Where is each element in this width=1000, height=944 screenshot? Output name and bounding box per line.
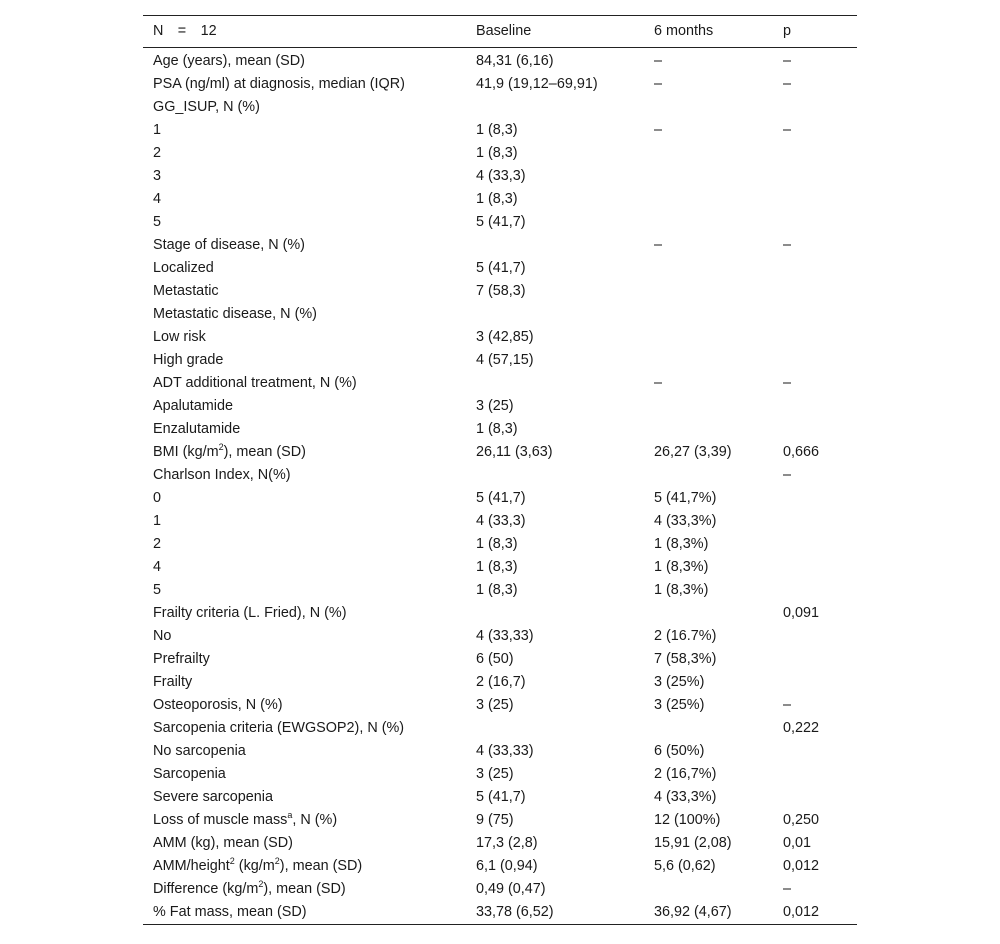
six-months-value xyxy=(654,395,783,418)
six-months-value: 5,6 (0,62) xyxy=(654,858,716,874)
six-months-value xyxy=(654,349,783,372)
six-months-value xyxy=(654,602,783,625)
baseline-value: 7 (58,3) xyxy=(476,283,526,299)
baseline-value: 3 (25) xyxy=(476,697,514,713)
table-row xyxy=(143,809,857,832)
p-value xyxy=(783,303,857,326)
six-months-value: 4 (33,3%) xyxy=(654,789,717,805)
p-value xyxy=(783,625,857,648)
baseline-value: 1 (8,3) xyxy=(476,559,518,575)
baseline-value: 3 (42,85) xyxy=(476,329,534,345)
row-label: Severe sarcopenia xyxy=(153,789,273,805)
six-months-value xyxy=(654,211,783,234)
table-body xyxy=(143,50,857,924)
p-value xyxy=(783,165,857,188)
table-row xyxy=(143,763,857,786)
table-row xyxy=(143,487,857,510)
p-value xyxy=(783,188,857,211)
baseline-value: 84,31 (6,16) xyxy=(476,53,554,69)
six-months-value: 4 (33,3%) xyxy=(654,513,717,529)
p-value xyxy=(783,326,857,349)
row-label: Localized xyxy=(153,260,214,276)
row-label: 1 xyxy=(153,513,162,529)
row-label: AMM (kg), mean (SD) xyxy=(153,835,293,851)
row-label: GG_ISUP, N (%) xyxy=(153,99,260,115)
row-label: 4 xyxy=(153,191,162,207)
row-label: 2 xyxy=(153,536,162,552)
table-row xyxy=(143,533,857,556)
six-months-value: 7 (58,3%) xyxy=(654,651,717,667)
table-row xyxy=(143,579,857,602)
p-value: 0,01 xyxy=(783,835,812,851)
baseline-value: 1 (8,3) xyxy=(476,145,518,161)
row-label: 4 xyxy=(153,559,162,575)
table-row xyxy=(143,625,857,648)
p-value: 0,012 xyxy=(783,858,820,874)
six-months-value: – xyxy=(654,122,663,138)
row-label: ADT additional treatment, N (%) xyxy=(153,375,357,391)
label-superscript: 2 xyxy=(258,879,264,890)
baseline-value: 3 (25) xyxy=(476,398,514,414)
row-label: Apalutamide xyxy=(153,398,233,414)
header-n: N = 12 xyxy=(153,23,217,39)
p-value xyxy=(783,96,857,119)
p-value xyxy=(783,740,857,763)
p-value xyxy=(783,211,857,234)
header-baseline: Baseline xyxy=(476,23,532,39)
row-label: Prefrailty xyxy=(153,651,210,667)
row-label xyxy=(143,878,476,901)
row-label: Frailty xyxy=(153,674,193,690)
table-row xyxy=(143,372,857,395)
six-months-value: 1 (8,3%) xyxy=(654,582,709,598)
p-value xyxy=(783,763,857,786)
header-p: p xyxy=(783,23,792,39)
baseline-value xyxy=(476,464,654,487)
p-value: – xyxy=(783,375,792,391)
row-label xyxy=(143,441,476,464)
table-row xyxy=(143,211,857,234)
six-months-value xyxy=(654,257,783,280)
p-value: – xyxy=(783,697,792,713)
six-months-value: – xyxy=(654,53,663,69)
table-row xyxy=(143,878,857,901)
six-months-value xyxy=(654,717,783,740)
row-label: No xyxy=(153,628,172,644)
row-label: Stage of disease, N (%) xyxy=(153,237,305,253)
row-label: Sarcopenia xyxy=(153,766,226,782)
baseline-value: 41,9 (19,12–69,91) xyxy=(476,76,598,92)
table-row xyxy=(143,395,857,418)
baseline-value: 4 (33,33) xyxy=(476,743,534,759)
row-label: 5 xyxy=(153,582,162,598)
baseline-value xyxy=(476,303,654,326)
p-value: 0,666 xyxy=(783,444,820,460)
six-months-value: 6 (50%) xyxy=(654,743,705,759)
six-months-value: 15,91 (2,08) xyxy=(654,835,732,851)
table-row xyxy=(143,280,857,303)
label-part: ), mean (SD) xyxy=(263,881,346,897)
baseline-value: 4 (33,3) xyxy=(476,513,526,529)
table-row xyxy=(143,556,857,579)
six-months-value xyxy=(654,165,783,188)
table-row xyxy=(143,188,857,211)
p-value: – xyxy=(783,237,792,253)
row-label: Osteoporosis, N (%) xyxy=(153,697,283,713)
six-months-value xyxy=(654,188,783,211)
p-value xyxy=(783,349,857,372)
row-label xyxy=(143,809,476,832)
table-row xyxy=(143,671,857,694)
table-row xyxy=(143,303,857,326)
six-months-value xyxy=(654,96,783,119)
label-part: (kg/m xyxy=(234,858,275,874)
six-months-value: – xyxy=(654,76,663,92)
label-part: BMI (kg/m xyxy=(153,444,219,460)
six-months-value xyxy=(654,878,783,901)
p-value xyxy=(783,257,857,280)
p-value: 0,222 xyxy=(783,720,820,736)
table-bottom-rule xyxy=(143,924,857,925)
baseline-value: 26,11 (3,63) xyxy=(476,444,553,460)
six-months-value: 1 (8,3%) xyxy=(654,559,709,575)
label-part: ), mean (SD) xyxy=(279,858,363,874)
table-row xyxy=(143,119,857,142)
six-months-value: 26,27 (3,39) xyxy=(654,444,732,460)
baseline-value: 1 (8,3) xyxy=(476,191,518,207)
label-part: ), mean (SD) xyxy=(223,444,306,460)
table-row xyxy=(143,901,857,924)
table-row xyxy=(143,832,857,855)
baseline-value: 4 (33,33) xyxy=(476,628,534,644)
row-label: Frailty criteria (L. Fried), N (%) xyxy=(153,605,347,621)
baseline-value: 33,78 (6,52) xyxy=(476,904,554,920)
p-value xyxy=(783,142,857,165)
baseline-value: 1 (8,3) xyxy=(476,536,518,552)
baseline-value: 5 (41,7) xyxy=(476,490,526,506)
table-row xyxy=(143,326,857,349)
table-header-row xyxy=(143,16,857,47)
p-value xyxy=(783,556,857,579)
p-value xyxy=(783,395,857,418)
six-months-value xyxy=(654,280,783,303)
results-table xyxy=(143,15,857,925)
p-value xyxy=(783,671,857,694)
p-value: 0,012 xyxy=(783,904,820,920)
row-label: Enzalutamide xyxy=(153,421,241,437)
table-row xyxy=(143,234,857,257)
baseline-value: 1 (8,3) xyxy=(476,122,518,138)
baseline-value: 5 (41,7) xyxy=(476,214,526,230)
table-row xyxy=(143,96,857,119)
row-label: Age (years), mean (SD) xyxy=(153,53,305,69)
p-value: – xyxy=(783,53,792,69)
p-value xyxy=(783,510,857,533)
six-months-value xyxy=(654,418,783,441)
baseline-value: 6,1 (0,94) xyxy=(476,858,538,874)
table-header-rule xyxy=(143,47,857,48)
baseline-value: 2 (16,7) xyxy=(476,674,526,690)
baseline-value: 3 (25) xyxy=(476,766,514,782)
table-row xyxy=(143,73,857,96)
table-row xyxy=(143,694,857,717)
table-row xyxy=(143,142,857,165)
row-label: Metastatic xyxy=(153,283,219,299)
p-value xyxy=(783,648,857,671)
label-superscript: a xyxy=(287,810,293,821)
row-label xyxy=(143,855,476,878)
baseline-value: 6 (50) xyxy=(476,651,514,667)
baseline-value: 0,49 (0,47) xyxy=(476,881,546,897)
baseline-value: 4 (57,15) xyxy=(476,352,534,368)
table-row xyxy=(143,165,857,188)
baseline-value xyxy=(476,717,654,740)
table-row xyxy=(143,349,857,372)
six-months-value: 1 (8,3%) xyxy=(654,536,709,552)
row-label: 2 xyxy=(153,145,162,161)
table-row xyxy=(143,257,857,280)
six-months-value: 12 (100%) xyxy=(654,812,721,828)
baseline-value: 1 (8,3) xyxy=(476,582,518,598)
p-value: – xyxy=(783,881,792,897)
six-months-value: 36,92 (4,67) xyxy=(654,904,732,920)
table-row xyxy=(143,418,857,441)
six-months-value: 3 (25%) xyxy=(654,674,705,690)
baseline-value: 1 (8,3) xyxy=(476,421,518,437)
baseline-value: 5 (41,7) xyxy=(476,789,526,805)
table-row xyxy=(143,510,857,533)
row-label: Sarcopenia criteria (EWGSOP2), N (%) xyxy=(153,720,405,736)
row-label: Low risk xyxy=(153,329,206,345)
row-label: Charlson Index, N(%) xyxy=(153,467,291,483)
p-value: – xyxy=(783,76,792,92)
label-superscript: 2 xyxy=(218,442,224,453)
p-value: 0,091 xyxy=(783,605,820,621)
label-part: AMM/height xyxy=(153,858,230,874)
six-months-value xyxy=(654,464,783,487)
baseline-value xyxy=(476,602,654,625)
baseline-value xyxy=(476,234,654,257)
table-row xyxy=(143,441,857,464)
six-months-value xyxy=(654,303,783,326)
table-row xyxy=(143,717,857,740)
baseline-value xyxy=(476,372,654,395)
row-label: High grade xyxy=(153,352,224,368)
header-six-months: 6 months xyxy=(654,23,714,39)
row-label: % Fat mass, mean (SD) xyxy=(153,904,307,920)
row-label: No sarcopenia xyxy=(153,743,246,759)
p-value: 0,250 xyxy=(783,812,820,828)
table-row xyxy=(143,786,857,809)
label-part: Difference (kg/m xyxy=(153,881,259,897)
p-value xyxy=(783,579,857,602)
table-row xyxy=(143,50,857,73)
six-months-value: – xyxy=(654,237,663,253)
p-value: – xyxy=(783,467,792,483)
label-superscript: 2 xyxy=(274,856,280,867)
p-value xyxy=(783,533,857,556)
p-value xyxy=(783,487,857,510)
row-label: 1 xyxy=(153,122,162,138)
p-value xyxy=(783,280,857,303)
six-months-value: 2 (16.7%) xyxy=(654,628,717,644)
row-label: 5 xyxy=(153,214,162,230)
baseline-value: 4 (33,3) xyxy=(476,168,526,184)
table-row xyxy=(143,855,857,878)
label-part: Loss of muscle mass xyxy=(153,812,288,828)
baseline-value: 17,3 (2,8) xyxy=(476,835,538,851)
row-label: PSA (ng/ml) at diagnosis, median (IQR) xyxy=(153,76,405,92)
table-row xyxy=(143,464,857,487)
row-label: Metastatic disease, N (%) xyxy=(153,306,317,322)
label-part: , N (%) xyxy=(292,812,338,828)
table-row xyxy=(143,648,857,671)
table-row xyxy=(143,740,857,763)
six-months-value: 3 (25%) xyxy=(654,697,705,713)
p-value xyxy=(783,786,857,809)
six-months-value: – xyxy=(654,375,663,391)
row-label: 0 xyxy=(153,490,162,506)
table-row xyxy=(143,602,857,625)
six-months-value xyxy=(654,142,783,165)
p-value xyxy=(783,418,857,441)
six-months-value: 2 (16,7%) xyxy=(654,766,717,782)
baseline-value: 9 (75) xyxy=(476,812,514,828)
six-months-value: 5 (41,7%) xyxy=(654,490,717,506)
six-months-value xyxy=(654,326,783,349)
row-label: 3 xyxy=(153,168,162,184)
p-value: – xyxy=(783,122,792,138)
label-superscript: 2 xyxy=(229,856,235,867)
baseline-value xyxy=(476,96,654,119)
baseline-value: 5 (41,7) xyxy=(476,260,526,276)
